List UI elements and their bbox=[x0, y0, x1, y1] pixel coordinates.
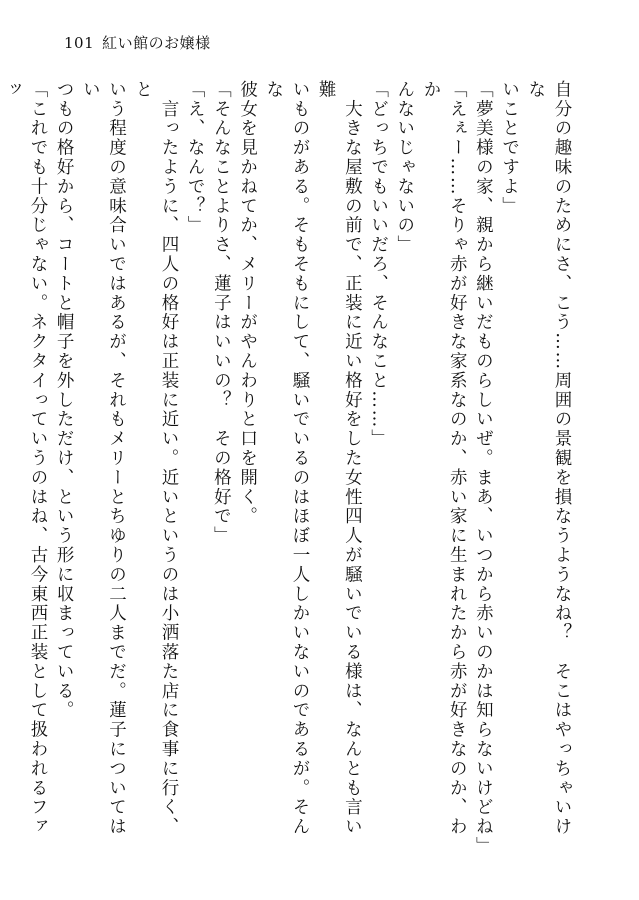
page-number: 101 bbox=[64, 34, 95, 52]
text-line: 自分の趣味のためにさ、こう……周囲の景観を損なうようなね？ そこはやっちゃいけな bbox=[525, 80, 572, 837]
text-line: 「そんなことよりさ、蓮子はいいの？ その格好で」 bbox=[211, 80, 232, 546]
text-line: 大きな屋敷の前で、正装に近い格好をした女性四人が騒いでいる様は、なんとも言い難 bbox=[316, 80, 363, 837]
text-line: 言ったように、四人の格好は正装に近い。近いというのは小洒落た店に食事に行く、と bbox=[132, 80, 179, 837]
text-line: 「夢美様の家、親から継いだものらしいぜ。まあ、いつから赤いのかは知らないけどね」 bbox=[473, 80, 494, 856]
text-line: 「これでも十分じゃない。ネクタイっていうのはね、古今東西正装として扱われるファッ bbox=[1, 80, 48, 837]
text-line: 「え、なんで？」 bbox=[185, 80, 206, 236]
text-line: いものがある。そもそもにして、騒いでいるのはほぼ一人しかいないのであるが。そんな bbox=[263, 80, 310, 837]
chapter-title: 紅い館のお嬢様 bbox=[102, 34, 211, 52]
text-line: いう程度の意味合いではあるが、それもメリーとちゆりの二人までだ。蓮子についてはい bbox=[80, 80, 127, 837]
text-line: んないじゃないの」 bbox=[394, 80, 415, 255]
text-line: いことですよ」 bbox=[499, 80, 520, 216]
text-line: 彼女を見かねてか、メリーがやんわりと口を開く。 bbox=[237, 80, 258, 527]
body-text bbox=[1, 80, 575, 856]
running-head bbox=[64, 32, 211, 53]
text-line: つもの格好から、コートと帽子を外しただけ、という形に収まっている。 bbox=[54, 80, 75, 721]
text-line: 「えぇー……そりゃ赤が好きな家系なのか、赤い家に生まれたから赤が好きなのか、わか bbox=[420, 80, 468, 837]
text-line: 「どっちでもいいだろ、そんなこと……」 bbox=[368, 80, 389, 449]
